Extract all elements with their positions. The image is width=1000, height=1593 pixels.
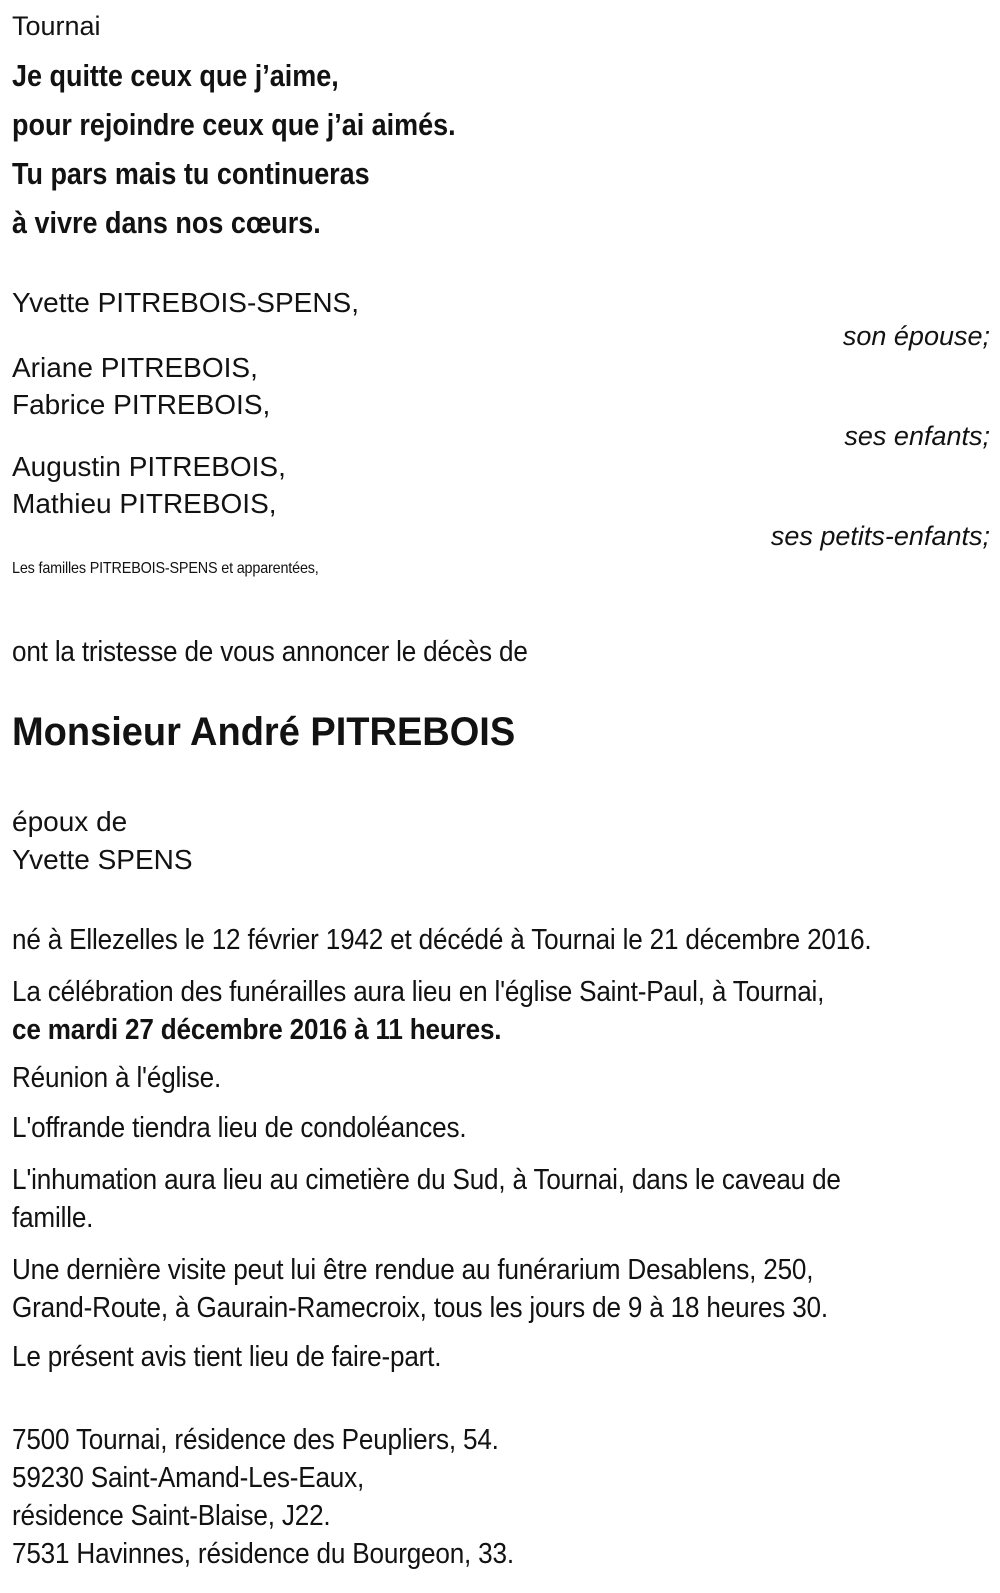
address-line-4: 7531 Havinnes, résidence du Bourgeon, 33. bbox=[12, 1538, 514, 1570]
burial-paragraph bbox=[12, 1161, 990, 1237]
address-line-1: 7500 Tournai, résidence des Peupliers, 54. bbox=[12, 1424, 499, 1456]
mourner-name: Fabrice PITREBOIS, bbox=[12, 389, 271, 420]
meeting-line: Réunion à l'église. bbox=[12, 1062, 222, 1094]
mourner-name: Mathieu PITREBOIS, bbox=[12, 488, 277, 519]
families-text: Les familles PITREBOIS-SPENS et apparentées, bbox=[12, 560, 319, 577]
burial-line-2: famille. bbox=[12, 1202, 94, 1234]
offering-line: L'offrande tiendra lieu de condoléances. bbox=[12, 1112, 467, 1144]
meeting-paragraph bbox=[12, 1059, 990, 1097]
city-label: Tournai bbox=[12, 11, 101, 41]
announcement-line bbox=[12, 633, 990, 671]
life-dates-paragraph bbox=[12, 921, 990, 959]
families-line bbox=[12, 550, 990, 588]
addresses-block bbox=[12, 1421, 990, 1573]
relation-label-grandchildren: ses petits-enfants; bbox=[770, 521, 990, 551]
spouse-block bbox=[12, 803, 990, 879]
spouse-intro: époux de bbox=[12, 806, 128, 837]
faire-part-line: Le présent avis tient lieu de faire-part. bbox=[12, 1341, 442, 1373]
epitaph-quote bbox=[12, 51, 990, 247]
mourners-list bbox=[12, 284, 990, 588]
offering-paragraph bbox=[12, 1109, 990, 1147]
spouse-name: Yvette SPENS bbox=[12, 844, 193, 875]
deceased-name-title bbox=[12, 706, 990, 758]
mourner-name: Augustin PITREBOIS, bbox=[12, 451, 286, 482]
visit-line-2: Grand-Route, à Gaurain-Ramecroix, tous les jours de 9 à 18 heures 30. bbox=[12, 1292, 828, 1324]
visit-line-1: Une dernière visite peut lui être rendue au funérarium Desablens, 250, bbox=[12, 1254, 814, 1286]
mourner-name: Ariane PITREBOIS, bbox=[12, 352, 258, 383]
epitaph-line-1: Je quitte ceux que j’aime, bbox=[12, 58, 339, 93]
announcement-text: ont la tristesse de vous annoncer le décès de bbox=[12, 636, 528, 668]
epitaph-line-2: pour rejoindre ceux que j’ai aimés. bbox=[12, 107, 456, 142]
ceremony-paragraph bbox=[12, 973, 990, 1049]
relation-label-children: ses enfants; bbox=[844, 421, 990, 451]
last-visit-paragraph bbox=[12, 1251, 990, 1327]
address-line-2: 59230 Saint-Amand-Les-Eaux, bbox=[12, 1462, 365, 1494]
faire-part-paragraph bbox=[12, 1338, 990, 1376]
deceased-name-text: Monsieur André PITREBOIS bbox=[12, 710, 516, 754]
ceremony-line: La célébration des funérailles aura lieu en l'église Saint-Paul, à Tournai, bbox=[12, 976, 825, 1008]
epitaph-line-4: à vivre dans nos cœurs. bbox=[12, 205, 321, 240]
birth-death-line: né à Ellezelles le 12 février 1942 et décédé à Tournai le 21 décembre 2016. bbox=[12, 924, 872, 956]
epitaph-line-3: Tu pars mais tu continueras bbox=[12, 156, 370, 191]
mourner-name: Yvette PITREBOIS-SPENS, bbox=[12, 287, 360, 318]
ceremony-date-bold: ce mardi 27 décembre 2016 à 11 heures. bbox=[12, 1014, 502, 1046]
relation-label-spouse: son épouse; bbox=[842, 321, 990, 351]
address-line-3: résidence Saint-Blaise, J22. bbox=[12, 1500, 331, 1532]
burial-line-1: L'inhumation aura lieu au cimetière du Sud, à Tournai, dans le caveau de bbox=[12, 1164, 841, 1196]
